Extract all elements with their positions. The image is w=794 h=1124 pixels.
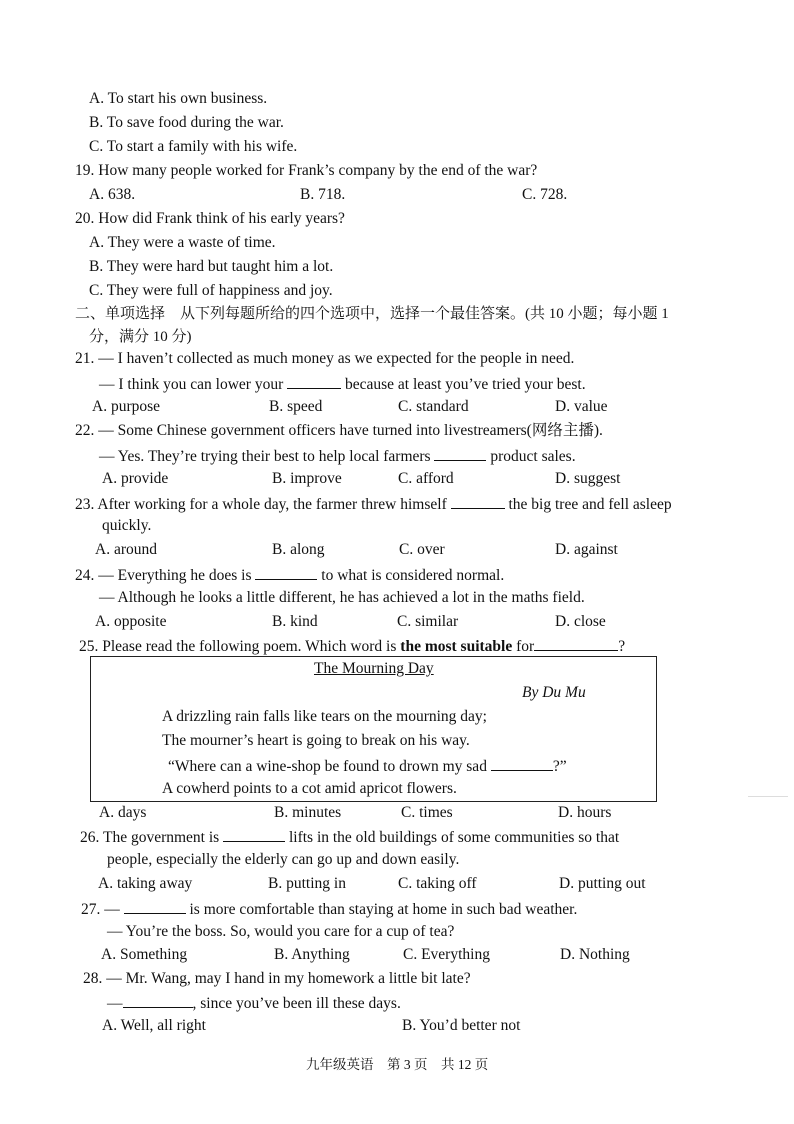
answer-blank[interactable] xyxy=(223,828,285,842)
q19-option-c: C. 728. xyxy=(522,186,568,203)
q21-line1: 21. — I haven’t collected as much money as we expected for the people in need. xyxy=(75,350,575,367)
q23-line1: 23. After working for a whole day, the farmer threw himself the big tree and fell asleep xyxy=(75,496,672,513)
q21-option-d: D. value xyxy=(555,398,608,415)
answer-blank[interactable] xyxy=(287,375,341,389)
q20-stem: 20. How did Frank think of his early years? xyxy=(75,210,345,227)
q26-option-d: D. putting out xyxy=(559,875,646,892)
q27-option-a: A. Something xyxy=(101,946,188,963)
q28-line2: — , since you’ve been ill these days. xyxy=(107,995,401,1012)
q20-option-c: C. They were full of happiness and joy. xyxy=(89,282,333,299)
answer-blank[interactable] xyxy=(124,900,186,914)
poem-line-1: A drizzling rain falls like tears on the mourning day; xyxy=(162,708,487,725)
q27-option-c: C. Everything xyxy=(403,946,490,963)
q27-option-d: D. Nothing xyxy=(560,946,630,963)
q24-line1: 24. — Everything he does is to what is considered normal. xyxy=(75,567,505,584)
q25-stem: 25. Please read the following poem. Which word is the most suitable for ? xyxy=(79,638,626,655)
q18-option-c: C. To start a family with his wife. xyxy=(89,138,298,155)
q22-option-d: D. suggest xyxy=(555,470,621,487)
poem-line-4: A cowherd points to a cot amid apricot flowers. xyxy=(162,780,457,797)
poem-line-2: The mourner’s heart is going to break on his way. xyxy=(162,732,470,749)
q25-option-b: B. minutes xyxy=(274,804,342,821)
q25-option-d: D. hours xyxy=(558,804,612,821)
answer-blank[interactable] xyxy=(491,757,553,771)
scan-edge-mark xyxy=(748,796,788,797)
poem-author: By Du Mu xyxy=(522,684,586,701)
q23-option-a: A. around xyxy=(95,541,157,558)
section-2-heading: 二、单项选择 从下列每题所给的四个选项中，选择一个最佳答案。(共 10 小题；每小题 1 xyxy=(75,306,669,322)
answer-blank[interactable] xyxy=(255,566,317,580)
q26-option-a: A. taking away xyxy=(98,875,193,892)
q20-option-a: A. They were a waste of time. xyxy=(89,234,276,251)
q28-option-a: A. Well, all right xyxy=(102,1017,206,1034)
q19-option-a: A. 638. xyxy=(89,186,136,203)
q23-option-c: C. over xyxy=(399,541,445,558)
q24-option-a: A. opposite xyxy=(95,613,167,630)
q25-option-a: A. days xyxy=(99,804,147,821)
q24-option-d: D. close xyxy=(555,613,606,630)
q24-line2: — Although he looks a little different, he has achieved a lot in the maths field. xyxy=(99,589,585,606)
q18-option-a: A. To start his own business. xyxy=(89,90,268,107)
q21-option-a: A. purpose xyxy=(92,398,161,415)
poem-line-3: “Where can a wine-shop be found to drown my sad ?” xyxy=(168,758,567,775)
q24-option-c: C. similar xyxy=(397,613,459,630)
q22-line2: — Yes. They’re trying their best to help local farmers product sales. xyxy=(99,448,576,465)
answer-blank[interactable] xyxy=(534,637,618,651)
q19-stem: 19. How many people worked for Frank’s company by the end of the war? xyxy=(75,162,538,179)
q21-line2: — I think you can lower your because at least you’ve tried your best. xyxy=(99,376,586,393)
answer-blank[interactable] xyxy=(451,495,505,509)
q27-line2: — You’re the boss. So, would you care for a cup of tea? xyxy=(107,923,455,940)
section-2-heading-cont: 分，满分 10 分) xyxy=(89,329,192,345)
q22-line1: 22. — Some Chinese government officers have turned into livestreamers(网络主播). xyxy=(75,422,603,439)
q28-line1: 28. — Mr. Wang, may I hand in my homework a little bit late? xyxy=(83,970,471,987)
q28-option-b: B. You’d better not xyxy=(402,1017,521,1034)
poem-title: The Mourning Day xyxy=(314,660,434,677)
q26-option-c: C. taking off xyxy=(398,875,477,892)
q23-option-d: D. against xyxy=(555,541,618,558)
q21-option-b: B. speed xyxy=(269,398,323,415)
answer-blank[interactable] xyxy=(434,447,486,461)
answer-blank[interactable] xyxy=(123,994,193,1008)
q21-option-c: C. standard xyxy=(398,398,469,415)
q23-line2: quickly. xyxy=(102,517,152,534)
q20-option-b: B. They were hard but taught him a lot. xyxy=(89,258,334,275)
q24-option-b: B. kind xyxy=(272,613,318,630)
q22-option-b: B. improve xyxy=(272,470,342,487)
q26-option-b: B. putting in xyxy=(268,875,346,892)
q26-line2: people, especially the elderly can go up and down easily. xyxy=(107,851,460,868)
q18-option-b: B. To save food during the war. xyxy=(89,114,284,131)
q25-option-c: C. times xyxy=(401,804,453,821)
page-footer: 九年级英语 第 3 页 共 12 页 xyxy=(306,1057,489,1072)
q22-option-c: C. afford xyxy=(398,470,454,487)
q27-line1: 27. — is more comfortable than staying at home in such bad weather. xyxy=(81,901,578,918)
q19-option-b: B. 718. xyxy=(300,186,346,203)
q27-option-b: B. Anything xyxy=(274,946,350,963)
q23-option-b: B. along xyxy=(272,541,325,558)
q22-option-a: A. provide xyxy=(102,470,169,487)
q26-line1: 26. The government is lifts in the old buildings of some communities so that xyxy=(80,829,620,846)
